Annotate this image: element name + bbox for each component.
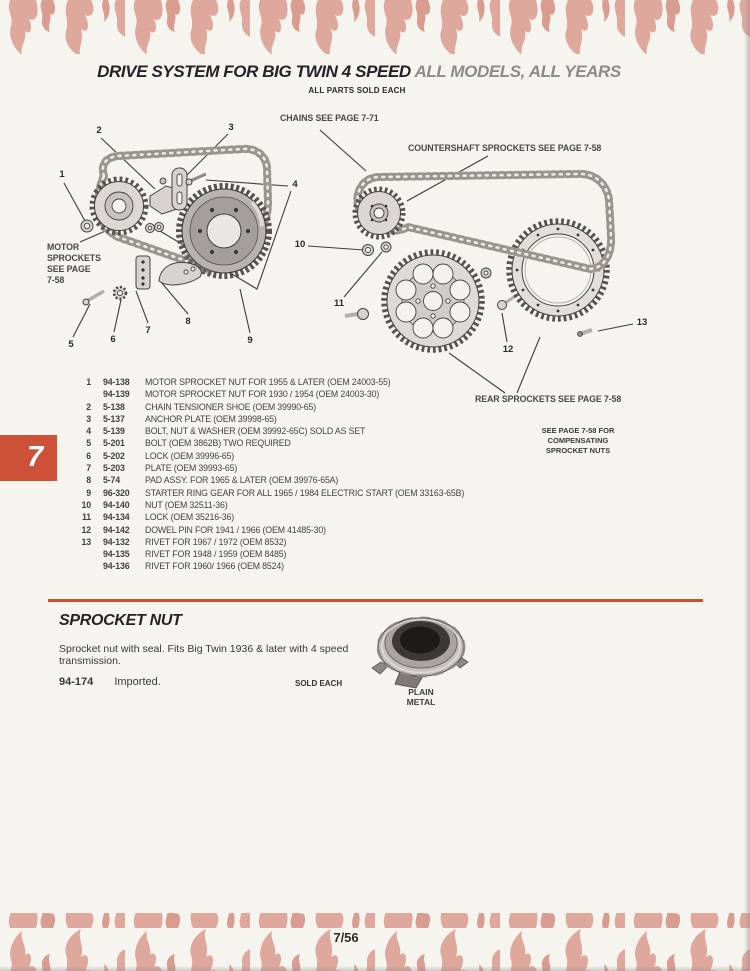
product-part-number: 94-174 — [59, 676, 94, 688]
callout-5: 5 — [68, 339, 74, 350]
table-row — [75, 499, 495, 511]
rivet-part — [578, 330, 593, 337]
page-title-qualifier: ALL MODELS, ALL YEARS — [414, 62, 621, 81]
part-description: BOLT (OEM 3862B) TWO REQUIRED — [145, 438, 291, 449]
ref-number: 12 — [81, 524, 91, 535]
part-number: 5-139 — [103, 426, 125, 437]
page-title — [0, 62, 718, 82]
table-row — [75, 474, 495, 486]
part-description: LOCK (OEM 35216-36) — [145, 512, 235, 523]
section-tab — [0, 435, 57, 481]
ref-number — [75, 560, 91, 572]
part-number: 94-132 — [103, 536, 130, 547]
part-description: BOLT, NUT & WASHER (OEM 39992-65C) SOLD AS SET — [145, 426, 366, 437]
countershaft-sprockets-label: COUNTERSHAFT SPROCKETS SEE PAGE 7-58 — [408, 143, 602, 153]
table-row — [75, 425, 495, 437]
part-number: 96-320 — [103, 487, 130, 498]
callout-3: 3 — [228, 122, 234, 133]
comp-label-line3: SPROCKET NUTS — [545, 446, 611, 455]
motor-label-line2: SPROCKETS — [47, 253, 101, 263]
callout-12: 12 — [502, 344, 514, 355]
part-description: NUT (OEM 32511-36) — [145, 499, 228, 510]
dowel-pin — [498, 297, 515, 310]
callout-1: 1 — [59, 169, 65, 180]
part-description: PAD ASSY. FOR 1965 & LATER (OEM 39976-65A) — [145, 475, 339, 486]
callout-6: 6 — [110, 334, 116, 345]
ring-nut — [481, 268, 491, 278]
table-row — [75, 376, 495, 388]
table-row — [75, 511, 495, 523]
table-row — [75, 487, 495, 499]
hex-bolt — [345, 309, 369, 320]
lock-washer — [114, 287, 126, 299]
ref-number: 8 — [86, 475, 91, 486]
table-row — [75, 413, 495, 425]
pad-assembly — [159, 262, 201, 285]
anchor-plate — [172, 168, 187, 210]
clutch-drum-ring-gear — [179, 186, 269, 276]
ref-number — [75, 548, 91, 560]
lock-part — [381, 242, 391, 252]
part-description: ANCHOR PLATE (OEM 39998-65) — [145, 413, 277, 424]
part-number: 94-140 — [103, 499, 130, 510]
ref-number: 3 — [86, 413, 91, 424]
chains-label: CHAINS SEE PAGE 7-71 — [280, 113, 379, 123]
callout-2: 2 — [96, 125, 102, 136]
page-title-main: DRIVE SYSTEM FOR BIG TWIN 4 SPEED — [97, 62, 411, 81]
callout-8: 8 — [185, 316, 191, 327]
motor-label-line4: 7-58 — [47, 275, 65, 285]
ref-number: 13 — [81, 536, 91, 547]
ref-number: 1 — [86, 377, 91, 387]
motor-sprocket-nut — [81, 220, 93, 232]
part-description: MOTOR SPROCKET NUT FOR 1955 & LATER (OEM 24003-55) — [145, 377, 391, 387]
ref-number: 5 — [86, 438, 91, 449]
part-number: 5-203 — [103, 463, 125, 474]
part-description: LOCK (OEM 39996-65) — [145, 450, 235, 461]
part-number: 94-136 — [103, 561, 130, 572]
sold-each-note: SOLD EACH — [295, 679, 343, 688]
ref-number: 4 — [86, 426, 91, 437]
table-row — [75, 401, 495, 413]
comp-label-line2: COMPENSATING — [547, 436, 609, 445]
compensating-nuts-label — [542, 426, 615, 455]
product-part-line — [59, 676, 161, 688]
ref-number: 10 — [81, 499, 91, 510]
part-description: STARTER RING GEAR FOR ALL 1965 / 1984 ELECTRIC START (OEM 33163-65B) — [145, 487, 465, 498]
page-number: 7/56 — [333, 930, 359, 945]
part-number: 94-135 — [103, 549, 130, 560]
part-number: 94-134 — [103, 512, 130, 523]
part-description: RIVET FOR 1960/ 1966 (OEM 8524) — [145, 561, 284, 572]
section-divider — [48, 599, 703, 602]
parts-list — [75, 376, 495, 573]
scan-edge-right — [744, 0, 750, 971]
motor-label-line3: SEE PAGE — [47, 264, 91, 274]
page-subtitle: ALL PARTS SOLD EACH — [308, 86, 406, 95]
callout-9: 9 — [247, 335, 253, 346]
product-heading: SPROCKET NUT — [59, 612, 182, 629]
part-number: 5-201 — [103, 438, 125, 449]
table-row — [75, 548, 495, 560]
countershaft-sprocket — [355, 189, 403, 237]
part-description: RIVET FOR 1948 / 1959 (OEM 8485) — [145, 549, 287, 560]
top-flame-border — [0, 0, 750, 54]
rear-sprockets-label: REAR SPROCKETS SEE PAGE 7-58 — [475, 394, 622, 404]
product-description: Sprocket nut with seal. Fits Big Twin 1936 & later with 4 speed transmission. — [59, 643, 349, 667]
ref-number — [75, 388, 91, 400]
spoked-rear-sprocket — [384, 252, 482, 350]
callout-11: 11 — [333, 298, 345, 309]
callout-7: 7 — [145, 325, 151, 336]
motor-label-line1: MOTOR — [47, 242, 80, 252]
ref-number: 11 — [82, 512, 91, 523]
table-row — [75, 437, 495, 449]
part-number: 94-139 — [103, 389, 130, 400]
table-row — [75, 560, 495, 572]
callout-10: 10 — [294, 239, 306, 250]
table-row — [75, 524, 495, 536]
motor-sprockets-label — [47, 242, 101, 285]
callout-4: 4 — [292, 179, 298, 190]
table-row — [75, 388, 495, 400]
ref-number: 9 — [86, 487, 91, 498]
ref-number: 2 — [86, 401, 91, 412]
section-tab-number: 7 — [27, 441, 44, 473]
ref-number: 6 — [86, 450, 91, 461]
bolt-part — [83, 291, 104, 305]
part-number: 5-202 — [103, 450, 125, 461]
ref-number: 7 — [86, 463, 91, 474]
part-number: 5-74 — [103, 475, 121, 486]
plate-part — [136, 256, 150, 289]
nut-part — [363, 245, 374, 256]
part-number: 5-137 — [103, 413, 125, 424]
part-number: 94-142 — [103, 524, 130, 535]
part-description: RIVET FOR 1967 / 1972 (OEM 8532) — [145, 536, 287, 547]
table-row — [75, 536, 495, 548]
table-row — [75, 462, 495, 474]
product-image-caption: PLAIN METAL — [406, 687, 436, 707]
comp-label-line1: SEE PAGE 7-58 FOR — [541, 426, 615, 435]
part-description: DOWEL PIN FOR 1941 / 1966 (OEM 41485-30) — [145, 524, 326, 535]
scan-edge-bottom — [0, 966, 750, 971]
part-description: PLATE (OEM 39993-65) — [145, 463, 238, 474]
part-description: MOTOR SPROCKET NUT FOR 1930 / 1954 (OEM 24003-30) — [145, 389, 380, 400]
callout-13: 13 — [636, 317, 648, 328]
table-row — [75, 450, 495, 462]
part-number: 5-138 — [103, 401, 125, 412]
product-origin-note: Imported. — [114, 676, 161, 688]
part-description: CHAIN TENSIONER SHOE (OEM 39990-65) — [145, 401, 317, 412]
part-number: 94-138 — [103, 377, 130, 387]
